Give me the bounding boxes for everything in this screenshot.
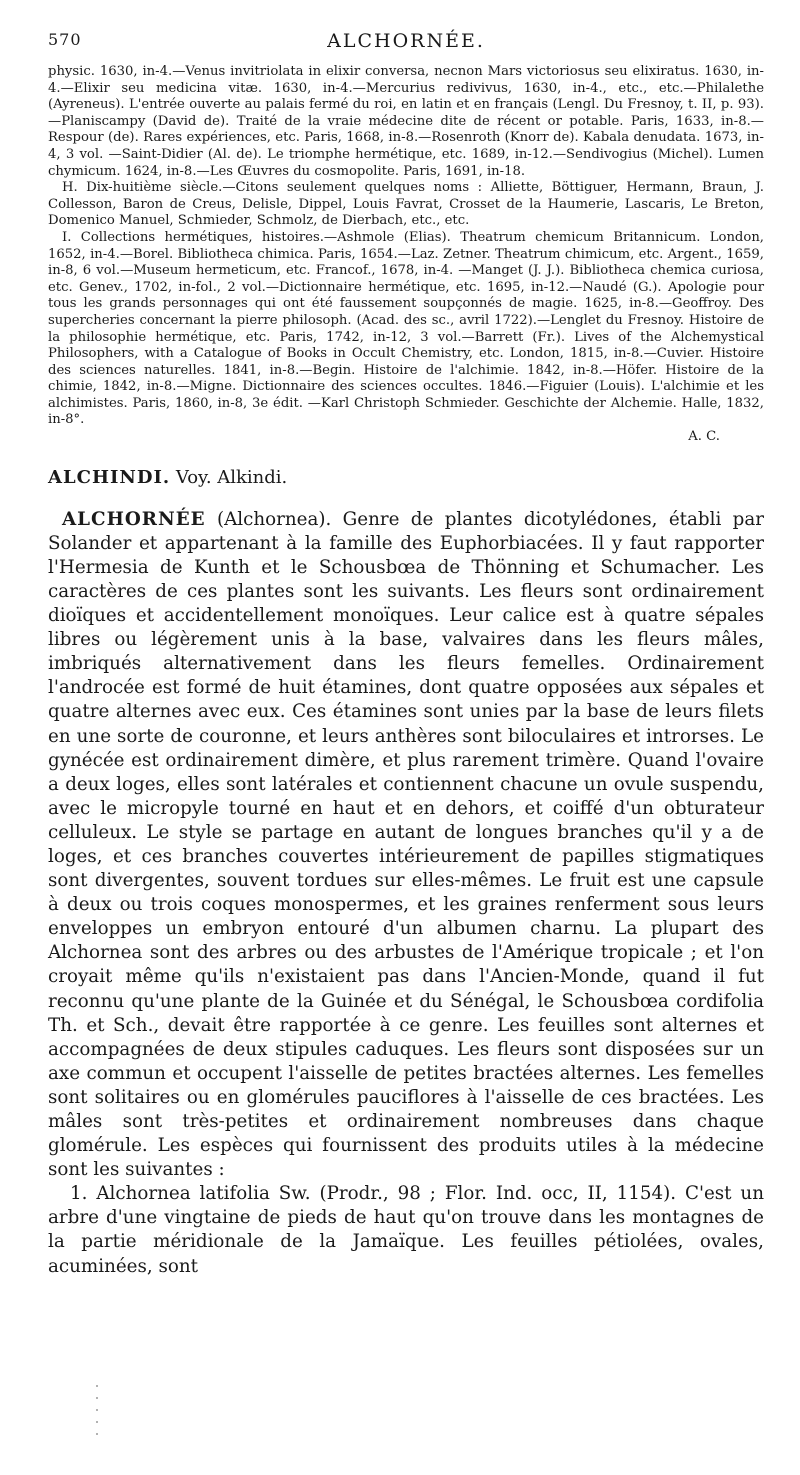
author-signature: A. C.: [688, 429, 720, 445]
page-header: [48, 30, 764, 64]
margin-marks: [96, 1385, 102, 1435]
cross-reference-headword: ALCHINDI.: [48, 466, 171, 488]
cross-reference-text: Voy. Alkindi.: [175, 466, 288, 488]
running-head: ALCHORNÉE.: [327, 30, 485, 52]
article-paragraph: 1. Alchornea latifolia Sw. (Prodr., 98 ; Flor. Ind. occ, II, 1154). C'est un arbre d'une vingtaine de pieds de haut qu'on trouve dans les montagnes de la partie méridionale de la Jamaïque. Les feuilles pétiolées, ovales, acuminées, sont: [48, 1183, 764, 1277]
bibliography-paragraph: physic. 1630, in-4.—Venus invitriolata in elixir conversa, necnon Mars victoriosus seu elixiratus. 1630, in-4.—Elixir seu medicina vitæ. 1630, in-4.—Mercurius redivivus, 1630, in-4., etc., etc.—Philalethe (Ayreneus). L'entrée ouverte au palais fermé du roi, en latin et en français (Lengl. Du Fresnoy, t. II, p. 93).—Planiscampy (David de). Traité de la vraie médecine dite de récent or potable. Paris, 1633, in-8.—Respour (de). Rares expériences, etc. Paris, 1668, in-8.—Rosenroth (Knorr de). Kabala denudata. 1673, in-4, 3 vol. —Saint-Didier (Al. de). Le triomphe hermétique, etc. 1689, in-12.—Sendivogius (Michel). Lumen chymicum. 1624, in-8.—Les Œuvres du cosmopolite. Paris, 1691, in-18.: [48, 64, 764, 179]
article-headword: ALCHORNÉE: [62, 508, 206, 530]
article-paragraph: (Alchornea). Genre de plantes dicotylédones, établi par Solander et appartenant à la famille des Euphorbiacées. Il y faut rapporter l'Hermesia de Kunth et le Schousbœa de Thönning et Schumacher. Les caractères de ces plantes sont les suivants. Les fleurs sont ordinairement dioïques et accidentellement monoïques. Leur calice est à quatre sépales libres ou légèrement unis à la base, valvaires dans les fleurs mâles, imbriqués alternativement dans les fleurs femelles. Ordinairement l'androcée est formé de huit étamines, dont quatre opposées aux sépales et quatre alternes avec eux. Ces étamines sont unies par la base de leurs filets en une sorte de couronne, et leurs anthères sont biloculaires et introrses. Le gynécée est ordinairement dimère, et plus rarement trimère. Quand l'ovaire a deux loges, elles sont latérales et contiennent chacune un ovule suspendu, avec le micropyle tourné en haut et en dehors, et coiffé d'un obturateur celluleux. Le style se partage en autant de longues branches qu'il y a de loges, et ces branches couvertes intérieurement de papilles stigmatiques sont divergentes, souvent tordues sur elles-mêmes. Le fruit est une capsule à deux ou trois coques monospermes, et les graines renferment sous leurs enveloppes un embryon entouré d'un albumen charnu. La plupart des Alchornea sont des arbres ou des arbustes de l'Amérique tropicale ; et l'on croyait même qu'ils n'existaient pas dans l'Ancien-Monde, quand il fut reconnu qu'une plante de la Guinée et du Sénégal, le Schousbœa cordifolia Th. et Sch., devait être rapportée à ce genre. Les feuilles sont alternes et accompagnées de deux stipules caduques. Les fleurs sont disposées sur un axe commun et occupent l'aisselle de petites bractées alternes. Les femelles sont solitaires ou en glomérules pauciflores à l'aisselle de ces bractées. Les mâles sont très-petites et ordinairement nombreuses dans chaque glomérule. Les espèces qui fournissent des produits utiles à la médecine sont les suivantes :: [48, 508, 764, 1181]
cross-reference-entry: [48, 466, 764, 490]
bibliography: [48, 64, 764, 446]
bibliography-paragraph: I. Collections hermétiques, histoires.—Ashmole (Elias). Theatrum chemicum Britannicum. London, 1652, in-4.—Borel. Bibliotheca chimica. Paris, 1654.—Laz. Zetner. Theatrum chimicum, etc. Argent., 1659, in-8, 6 vol.—Museum hermeticum, etc. Francof., 1678, in-4. —Manget (J. J.). Bibliotheca chemica curiosa, etc. Genev., 1702, in-fol., 2 vol.—Dictionnaire hermétique, etc. 1695, in-12.—Naudé (G.). Apologie pour tous les grands personnages qui ont été faussement soupçonnés de magie. 1625, in-8.—Geoffroy. Des supercheries concernant la pierre philosoph. (Acad. des sc., avril 1722).—Lenglet du Fresnoy. Histoire de la philosophie hermétique, etc. Paris, 1742, in-12, 3 vol.—Barrett (Fr.). Lives of the Alchemystical Philosophers, with a Catalogue of Books in Occult Chemistry, etc. London, 1815, in-8.—Cuvier. Histoire des sciences naturelles. 1841, in-8.—Begin. Histoire de l'alchimie. 1842, in-8.—Höfer. Histoire de la chimie, 1842, in-8.—Migne. Dictionnaire des sciences occultes. 1846.—Figuier (Louis). L'alchimie et les alchimistes. Paris, 1860, in-8, 3e édit. —Karl Christoph Schmieder. Geschichte der Alchemie. Halle, 1832, in-8°.: [48, 229, 764, 428]
bibliography-paragraph: H. Dix-huitième siècle.—Citons seulement quelques noms : Alliette, Böttiguer, Hermann, Braun, J. Collesson, Baron de Creus, Delisle, Dippel, Louis Favrat, Crosset de la Haumerie, Lascaris, Le Breton, Domenico Manuel, Schmieder, Schmolz, de Dierbach, etc., etc.: [48, 180, 764, 229]
page-number: 570: [48, 30, 82, 49]
page: [48, 30, 764, 1279]
article-alchornee: [48, 508, 764, 1279]
